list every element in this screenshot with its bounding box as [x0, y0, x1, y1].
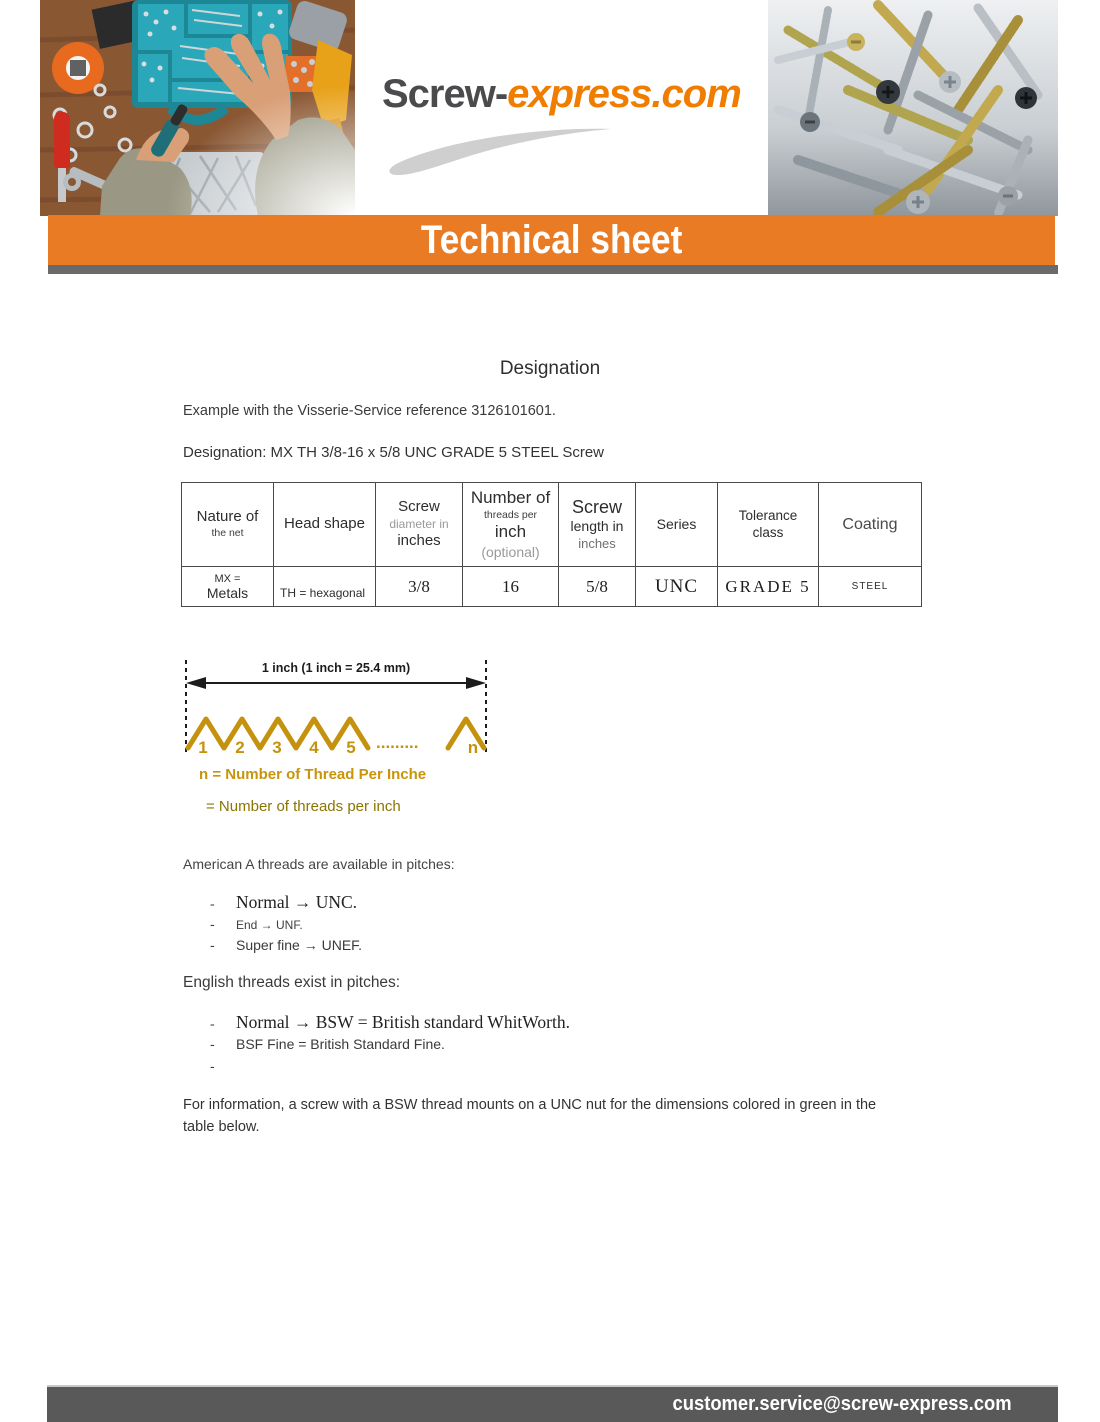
list-item: - Super fine → UNEF. [210, 937, 362, 953]
thread-zigzag-end [448, 719, 484, 748]
header-diameter: Screw diameter in inches [376, 483, 463, 567]
diagram-caption-sub: = Number of threads per inch [206, 798, 401, 815]
thread-number: 5 [346, 738, 356, 757]
banner-title: Technical sheet [420, 217, 683, 262]
footer-bar [47, 1385, 1058, 1422]
list-item: - BSF Fine = British Standard Fine. [210, 1036, 570, 1052]
section-title: Designation [499, 358, 601, 379]
english-threads-intro: English threads exist in pitches: [183, 974, 401, 991]
banner-underline [48, 265, 1058, 274]
american-threads-intro: American A threads are available in pitches: [183, 856, 455, 872]
thread-number: 4 [309, 738, 319, 757]
banner [48, 215, 1055, 265]
value-head-shape: TH = hexagonal [274, 567, 376, 607]
designation-line: Designation: MX TH 3/8-16 x 5/8 UNC GRADE 5 STEEL Screw [183, 444, 604, 461]
header-head-shape: Head shape [274, 483, 376, 567]
value-tolerance: GRADE 5 [718, 567, 819, 607]
thread-n-label: n [467, 738, 479, 757]
value-nature: MX = Metals [182, 567, 274, 607]
english-threads-list [210, 1012, 570, 1074]
example-reference-line: Example with the Visserie-Service reference 3126101601. [183, 403, 556, 419]
list-item-empty [210, 1058, 570, 1074]
thread-number: 2 [235, 738, 245, 757]
logo-text-screw: Screw- [382, 72, 508, 116]
logo-wordmark [382, 72, 741, 117]
american-threads-list [210, 892, 362, 959]
thread-number: 3 [272, 738, 282, 757]
header-tolerance: Tolerance class [718, 483, 819, 567]
logo-swoosh [384, 125, 616, 175]
bsw-unc-note: For information, a screw with a BSW thread mounts on a UNC nut for the dimensions colored in green in the table below. [183, 1097, 877, 1136]
value-coating: STEEL [819, 567, 922, 607]
footer-email[interactable]: customer.service@screw-express.com [672, 1393, 1012, 1415]
value-series: UNC [636, 567, 718, 607]
screws-pile-photo [768, 0, 1058, 216]
table-header-row [182, 483, 922, 567]
value-diameter: 3/8 [376, 567, 463, 607]
header-length: Screw length in inches [559, 483, 636, 567]
thread-dots: ......... [376, 733, 419, 752]
header-series: Series [636, 483, 718, 567]
thread-number: 1 [198, 738, 208, 757]
dimension-label: 1 inch (1 inch = 25.4 mm) [261, 661, 411, 675]
header-coating: Coating [819, 483, 922, 567]
list-item: - End → UNF. [210, 916, 362, 932]
logo [382, 72, 741, 175]
header-threads-per-inch: Number of threads per inch (optional) [463, 483, 559, 567]
logo-text-express: express.com [507, 72, 741, 116]
diagram-caption-bold: n = Number of Thread Per Inche [199, 766, 427, 783]
value-threads-per-inch: 16 [463, 567, 559, 607]
list-item: - Normal → UNC. [210, 892, 362, 913]
thread-pitch-diagram [180, 656, 492, 760]
table-value-row [182, 567, 922, 607]
list-item: - Normal → BSW = British standard WhitWorth. [210, 1012, 570, 1033]
workbench-photo [40, 0, 355, 216]
value-length: 5/8 [559, 567, 636, 607]
header-nature: Nature of the net [182, 483, 274, 567]
designation-spec-table [181, 482, 922, 607]
